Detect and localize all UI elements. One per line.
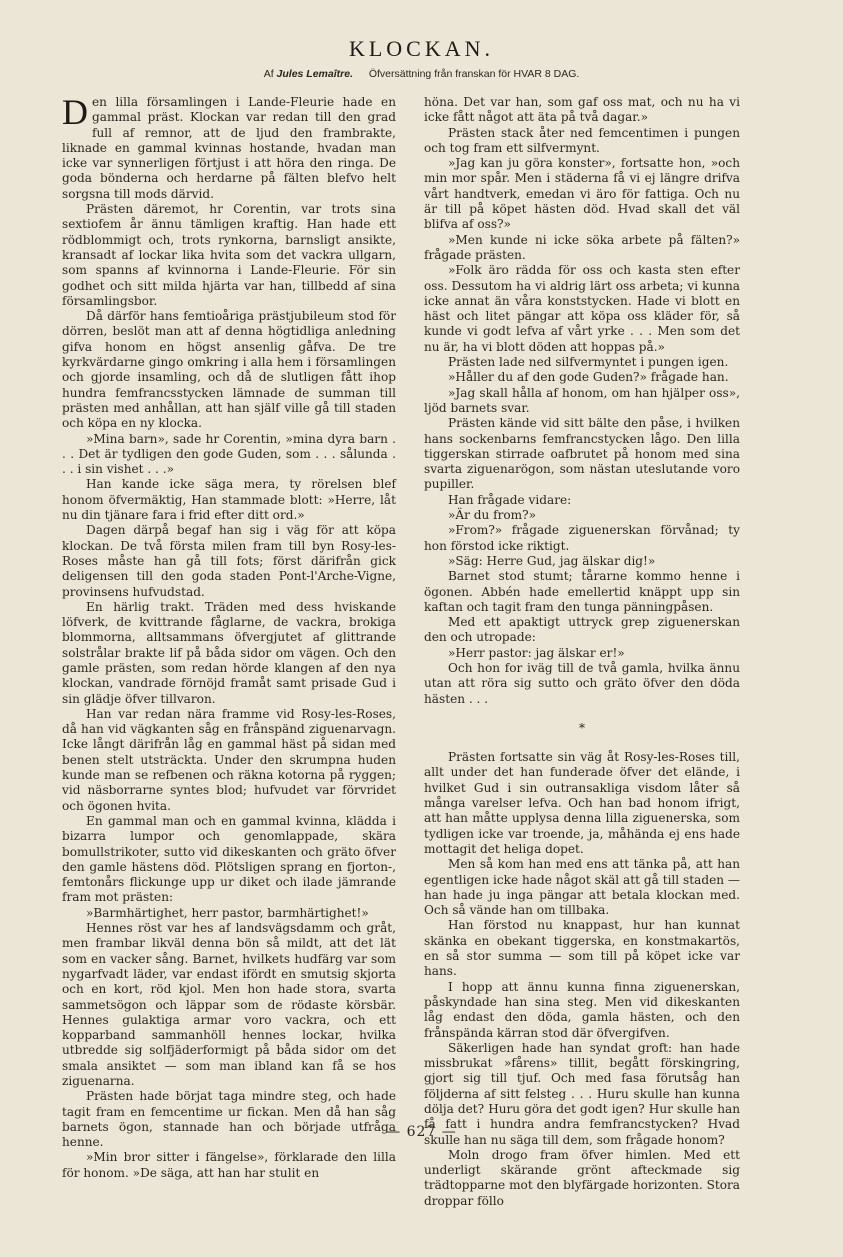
paragraph-text: en lilla församlingen i Lande-Fleurie hade en gammal präst. Klockan var redan till den grad full af remnor, att de ljud den frambrakte, liknade en gammal kvinnas hostande, hvadan man icke var synnerligen förtjust i att höra den ringa. De goda bönderna och herdarne på fälten blefvo helt sorgsna till mods därvid. (62, 95, 396, 201)
paragraph: Men så kom han med ens att tänka på, att han egentligen icke hade något skäl att gå till staden — han hade ju inga pängar att betala klockan med. Och så vände han om tillbaka. (424, 857, 740, 918)
article-title: KLOCKAN. (348, 36, 495, 61)
paragraph: Prästen lade ned silfvermyntet i pungen igen. (448, 355, 729, 370)
section-separator: * (579, 720, 585, 735)
paragraph: Hennes röst var hes af landsvägsdamm och gråt, men frambar likväl denna bön så mildt, att det lät som en vacker sång. Barnet, hvilkets hudfärg var som nygarfvadt läder, var endast ifördt en smutsig skjorta och en kort, röd kjol. Men hon hade stora, svarta sammetsögon och läppar som de rödaste körsbär. Hennes gulaktiga armar voro vackra, och ett kopparband sammanhöll hennes lockar, hvilka utbredde sig solfjäderformigt på båda sidor om det smala ansiktet — som man ibland kan få se hos ziguenarna. (62, 921, 396, 1088)
page-number: — 627 — (386, 1124, 457, 1140)
paragraph: En gammal man och en gammal kvinna, klädda i bizarra lumpor och genomlappade, skära bomullstrikoter, sutto vid dikeskanten och gräto öfver den gamle hästens död. Plötsligen sprang en fjorton-, femtonårs flickunge upp ur diket och ilade jämrande fram mot prästen: (62, 813, 396, 905)
paragraph: Han förstod nu knappast, hur han kunnat skänka en obekant tiggerska, en konstmakartös, en så stor summa — som till på köpet icke var hans. (424, 918, 740, 979)
opening-paragraph (62, 92, 396, 202)
paragraph: En härlig trakt. Träden med dess hviskande löfverk, de kvittrande fåglarne, de vackra, brokiga blommorna, alltsammans öfvergjutet af glittrande solstrålar brakte lif på båda sidor om vägen. Och den gamle prästen, som redan hörde klangen af den nya klockan, vandrade förnöjd framåt samt prisade Gud i sin glädje öfver tillvaron. (62, 599, 396, 706)
paragraph: »From?» frågade ziguenerskan förvånad; ty hon förstod icke riktigt. (424, 523, 740, 553)
paragraph: Prästen däremot, hr Corentin, var trots sina sextiofem år ännu tämligen kraftig. Han hade ett rödblommigt och, trots rynkorna, barnsligt ansikte, kransadt af lockar lika hvita som det vackra ullgarn, som spanns af kvinnorna i Lande-Fleurie. För sin godhet och sitt milda hjärta var han, tillbedd af sina församlingsbor. (62, 202, 396, 308)
left-column (62, 92, 396, 1181)
paragraph: »Jag skall hålla af honom, om han hjälper oss», ljöd barnets svar. (424, 385, 740, 415)
drop-cap: D (62, 92, 88, 132)
paragraph: »Min bror sitter i fängelse», förklarade den lilla för honom. »De säga, att han har stulit en (62, 1150, 396, 1180)
paragraph: Han var redan nära framme vid Rosy-les-Roses, då han vid vägkanten såg en frånspänd ziguenarvagn. Icke långt därifrån låg en gammal häst på sidan med benen stelt utsträckta. Under den skrumpna huden kunde man se refbenen och räkna kotorna på ryggen; vid näsborrarne syntes blod; hufvudet var förvridet och ögonen hvita. (62, 706, 396, 813)
paragraph: Med ett apaktigt uttryck grep ziguenerskan den och utropade: (424, 615, 740, 645)
right-column (424, 95, 740, 1209)
paragraph: Och hon for iväg till de två gamla, hvilka ännu utan att röra sig sutto och gräto öfver den döda hästen . . . (424, 660, 740, 706)
paragraph: Prästen fortsatte sin väg åt Rosy-les-Roses till, allt under det han funderade öfver det elände, i hvilket Gud i sin outransakliga visdom låter så många varelser lefva. Och han bad honom ifrigt, att han måtte upplysa denna lilla ziguenerska, som tydligen icke var troende, ja, måhända ej ens hade mottagit det heliga dopet. (424, 750, 740, 856)
paragraph: Han kande icke säga mera, ty rörelsen blef honom öfvermäktig, Han stammade blott: »Herre, låt nu din tjänare fara i frid efter ditt ord.» (62, 477, 396, 523)
paragraph: »Jag kan ju göra konster», fortsatte hon, »och min mor spår. Men i städerna få vi ej längre drifva vårt handtverk, emedan vi äro för fattiga. Och nu är till på köpet hästen död. Hvad skall det väl blifva af oss?» (424, 156, 740, 232)
paragraph: Då därför hans femtioåriga prästjubileum stod för dörren, beslöt man att af denna högtidliga anledning gifva honom en högst ansenlig gåfva. De tre kyrkvärdarne gingo omkring i alla hem i församlingen och gjorde insamling, och då de slutligen fått ihop hundra femfrancsstycken lämnade de summan till prästen med anhållan, att han själf ville gå till staden och köpa en ny klocka. (62, 309, 396, 431)
paragraph: höna. Det var han, som gaf oss mat, och nu ha vi icke fått något att äta på två dagar.» (424, 95, 740, 125)
paragraph: »Säg: Herre Gud, jag älskar dig!» (448, 553, 656, 568)
paragraph: »Håller du af den gode Guden?» frågade han. (448, 370, 729, 385)
paragraph: Moln drogo fram öfver himlen. Med ett underligt skärande grönt afteckmade sig trädtopparne mot den blyfärgade horizonten. Stora droppar föllo (424, 1147, 740, 1208)
paragraph: »Är du from?» (448, 508, 537, 523)
paragraph: Säkerligen hade han syndat groft: han hade missbrukat »fårens» tillit, begått förskingring, gjort sig till tjuf. Och med fasa förutsåg han följderna af sitt felsteg . . . Huru skulle han kunna dölja det? Huru göra det godt igen? Hur skulle han få fatt i hundra andra femfrancstycken? Hvad skulle han nu säga till dem, som frågade honom? (424, 1040, 740, 1147)
paragraph: Barnet stod stumt; tårarne kommo henne i ögonen. Abbén hade emellertid knäppt upp sin kaftan och tagit fram den tunga pänningpåsen. (424, 569, 740, 614)
byline (0, 68, 843, 80)
translation-note: Öfversättning från franskan för HVAR 8 DAG. (368, 68, 580, 80)
paragraph: »Folk äro rädda för oss och kasta sten efter oss. Dessutom ha vi aldrig lärt oss arbeta; vi kunna icke annat än våra konststycken. Hade vi blott en häst och litet pängar att köpa oss kläder för, så kunde vi godt lefva af vårt yrke . . . Men som det nu är, ha vi blott döden att hoppas på.» (424, 263, 740, 354)
author-name: Jules Lemaître. (276, 68, 353, 80)
paragraph: Dagen därpå begaf han sig i väg för att köpa klockan. De två första milen fram till byn Rosy-les-Roses måste han gå till fots; först därifrån gick deligensen till den goda staden Pont-l'Arche-Vigne, provinsens hufvudstad. (62, 523, 396, 599)
paragraph: »Barmhärtighet, herr pastor, barmhärtighet!» (86, 905, 369, 920)
paragraph: »Men kunde ni icke söka arbete på fälten?» frågade prästen. (424, 232, 740, 262)
paragraph: »Mina barn», sade hr Corentin, »mina dyra barn . . . Det är tydligen den gode Guden, som . . . sålunda . . . i sin vishet . . .» (62, 431, 396, 477)
paragraph: »Herr pastor: jag älskar er!» (448, 645, 625, 660)
paragraph: Prästen stack åter ned femcentimen i pungen och tog fram ett silfvermynt. (424, 125, 740, 155)
paragraph: Han frågade vidare: (448, 492, 572, 507)
paragraph: I hopp att ännu kunna finna ziguenerskan, påskyndade han sina steg. Men vid dikeskanten låg endast den döda, gamla hästen, och den frånspända kärran stod där öfvergifven. (424, 979, 740, 1040)
paragraph: Prästen kände vid sitt bälte den påse, i hvilken hans sockenbarns femfrancstycken lågo. Den lilla tiggerskan stirrade oafbrutet på honom med sina svarta ziguenarögon, som nästan uteslutande voro pupiller. (424, 416, 740, 492)
paragraph: Prästen hade börjat taga mindre steg, och hade tagit fram en femcentime ur fickan. Men då han såg barnets ögon, stannade han och började utfråga henne. (62, 1089, 396, 1150)
byline-prefix: Af (263, 68, 274, 80)
